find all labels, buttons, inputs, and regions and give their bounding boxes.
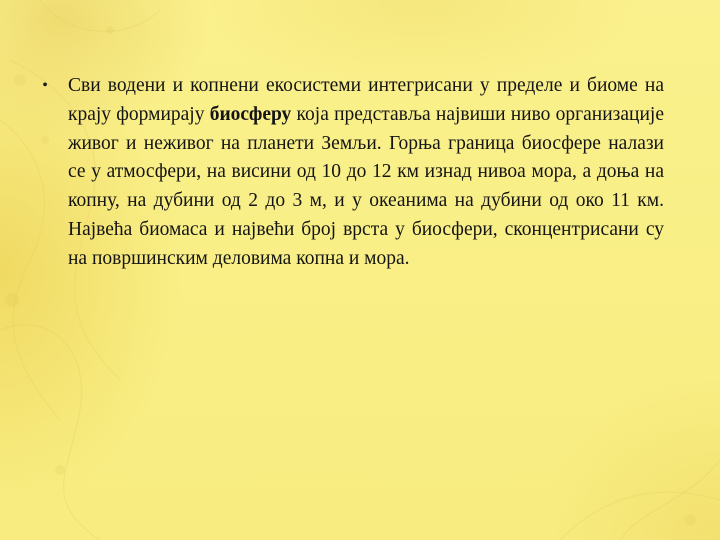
- content-area: [22, 72, 664, 274]
- paragraph-text-start: Сви водени и копнени екосистеми интегрисани у пределе и биоме на крају формирају: [68, 75, 664, 125]
- biosphere-term: биосферу: [209, 103, 292, 125]
- bullet-item: [22, 72, 664, 274]
- bullet-icon: •: [42, 77, 48, 94]
- body-paragraph: [68, 72, 664, 274]
- paragraph-text-end: која представља највиши ниво организације живог и неживог на планети Земљи. Горња граница биосфере налази се у атмосфери, на висини од 10 до 12 км изнад нивоа мора, а доња на копну, на дубини од 2 до 3 м, и у океанима на дубини од око 11 км. Највећа биомаса и највећи број врста у биосфери, сконцентрисани су на површинским деловима копна и мора.: [68, 103, 664, 269]
